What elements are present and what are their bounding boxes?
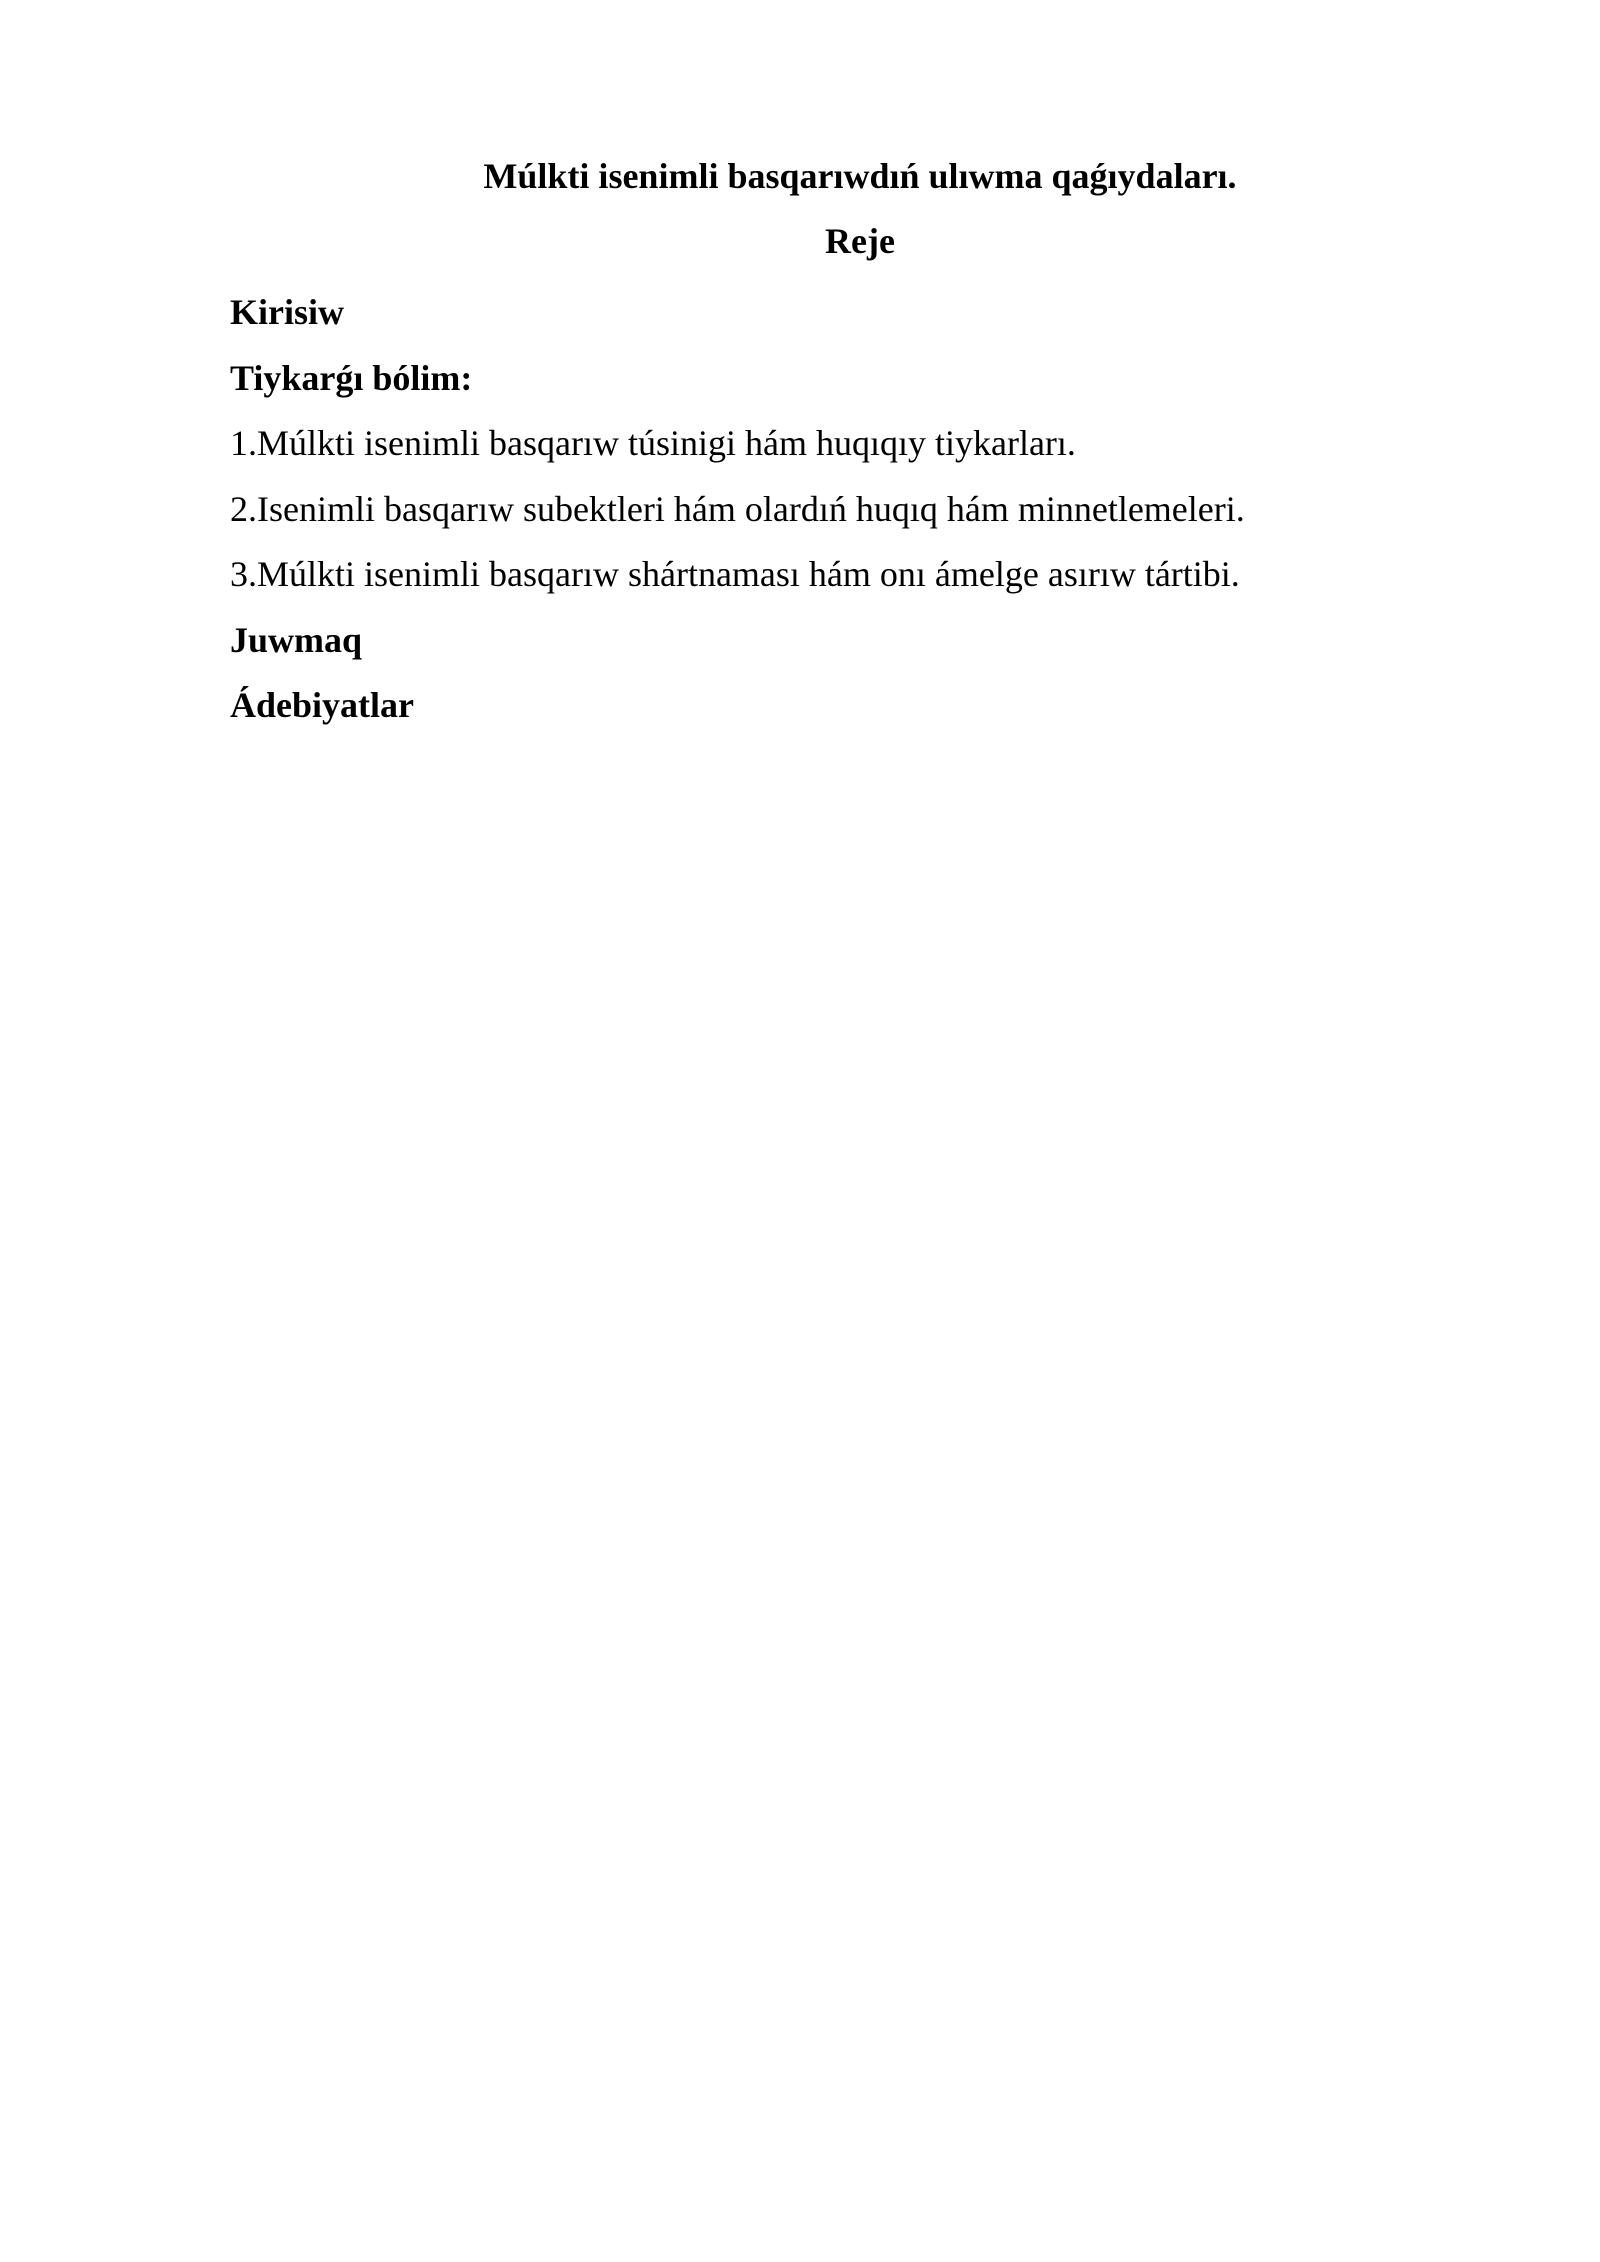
- outline-item-point-2: 2.Isenimli basqarıw subektleri hám olardıń huqıq hám minnetlemeleri.: [230, 488, 1245, 529]
- outline-item-point-3: 3.Múlkti isenimli basqarıw shártnaması hám onı ámelge asırıw tártibi.: [230, 554, 1240, 594]
- outline-item-conclusion: Juwmaq: [230, 619, 363, 660]
- document-title: Múlkti isenimli basqarıwdıń ulıwma qaǵıydaları.: [483, 156, 1237, 196]
- outline-item-references: Ádebiyatlar: [230, 685, 414, 725]
- document-subtitle: Reje: [825, 221, 895, 261]
- plan-outline: [230, 280, 1430, 739]
- outline-item-point-1: 1.Múlkti isenimli basqarıw túsinigi hám huqıqıy tiykarları.: [230, 423, 1076, 463]
- outline-item-introduction: Kirisiw: [230, 292, 344, 332]
- outline-item-main-part: Tiykarǵı bólim:: [230, 357, 473, 398]
